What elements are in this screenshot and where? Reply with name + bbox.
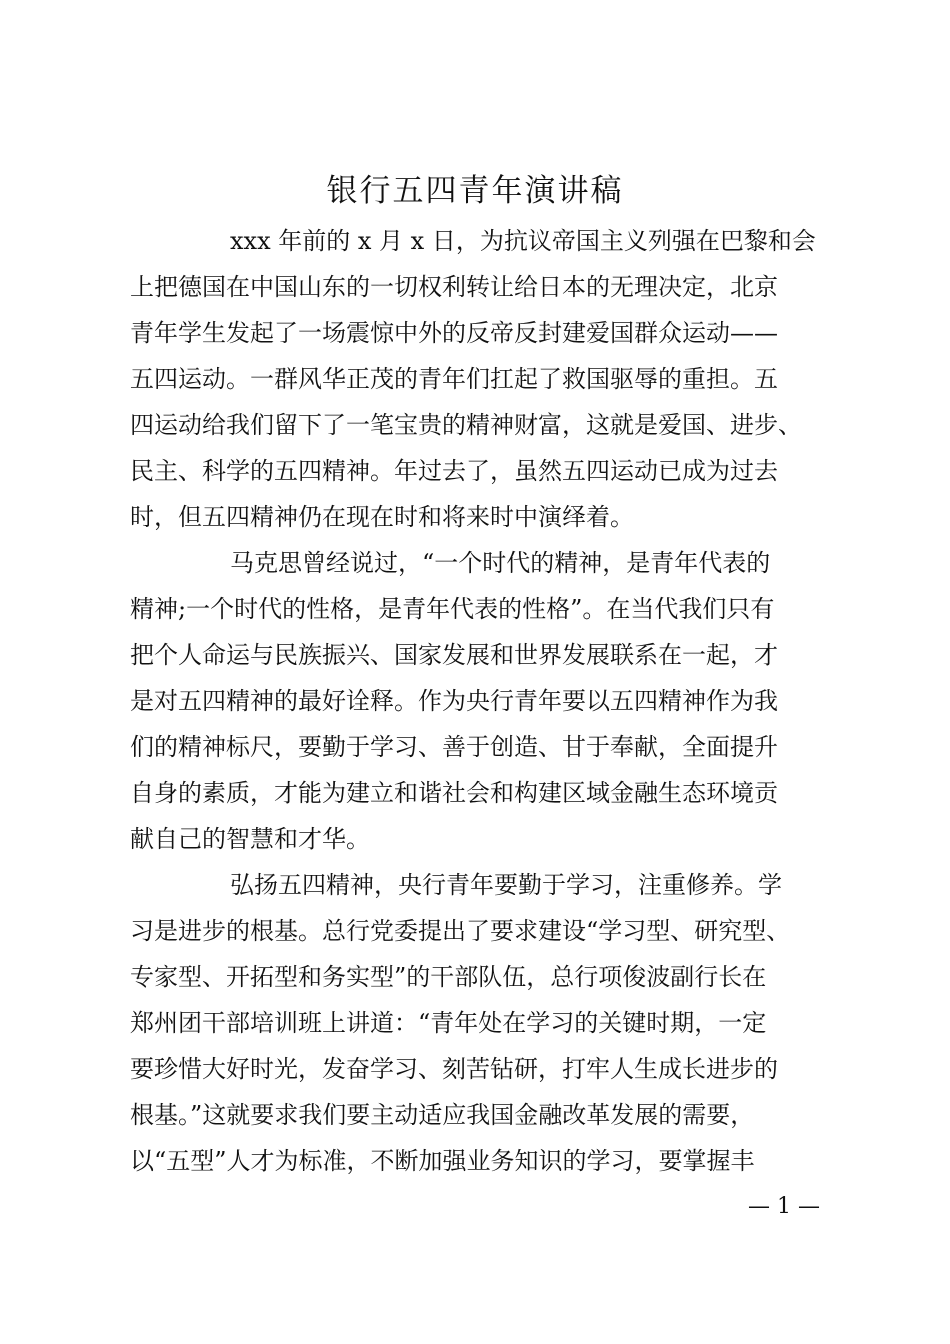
paragraph-3-line-2: 习是进步的根基。总行党委提出了要求建设“学习型、研究型、 — [130, 917, 791, 945]
paragraph-3-line-1: 弘扬五四精神，央行青年要勤于学习，注重修养。学 — [230, 871, 782, 899]
paragraph-2-line-6: 自身的素质，才能为建立和谐社会和构建区域金融生态环境贡 — [130, 779, 778, 807]
page-number: — 1 — — [748, 1194, 820, 1219]
paragraph-1-line-7: 时，但五四精神仍在现在时和将来时中演绎着。 — [130, 503, 634, 531]
paragraph-3-line-6: 根基。”这就要求我们要主动适应我国金融改革发展的需要， — [130, 1101, 755, 1129]
paragraph-1-line-5: 四运动给我们留下了一笔宝贵的精神财富，这就是爱国、进步、 — [130, 411, 802, 439]
document-title: 银行五四青年演讲稿 — [326, 173, 624, 209]
paragraph-1-line-1: xxx 年前的 x 月 x 日，为抗议帝国主义列强在巴黎和会 — [230, 227, 816, 255]
paragraph-1-line-4: 五四运动。一群风华正茂的青年们扛起了救国驱辱的重担。五 — [130, 365, 778, 393]
paragraph-1-line-2: 上把德国在中国山东的一切权利转让给日本的无理决定，北京 — [130, 273, 778, 301]
paragraph-2-line-2: 精神;一个时代的性格，是青年代表的性格”。在当代我们只有 — [130, 595, 775, 623]
paragraph-3-line-5: 要珍惜大好时光，发奋学习、刻苦钻研，打牢人生成长进步的 — [130, 1055, 778, 1083]
paragraph-3-line-3: 专家型、开拓型和务实型”的干部队伍，总行项俊波副行长在 — [130, 963, 767, 991]
paragraph-1-line-6: 民主、科学的五四精神。年过去了，虽然五四运动已成为过去 — [130, 457, 778, 485]
paragraph-1-line-3: 青年学生发起了一场震惊中外的反帝反封建爱国群众运动—— — [130, 319, 778, 347]
paragraph-2-line-5: 们的精神标尺，要勤于学习、善于创造、甘于奉献，全面提升 — [130, 733, 778, 761]
paragraph-2-line-3: 把个人命运与民族振兴、国家发展和世界发展联系在一起，才 — [130, 641, 778, 669]
paragraph-2-line-4: 是对五四精神的最好诠释。作为央行青年要以五四精神作为我 — [130, 687, 778, 715]
paragraph-2-line-7: 献自己的智慧和才华。 — [130, 825, 370, 853]
paragraph-3-line-4: 郑州团干部培训班上讲道：“青年处在学习的关键时期，一定 — [130, 1009, 767, 1037]
paragraph-3-line-7: 以“五型”人才为标准，不断加强业务知识的学习，要掌握丰 — [130, 1147, 755, 1175]
paragraph-2-line-1: 马克思曾经说过，“一个时代的精神，是青年代表的 — [230, 549, 771, 577]
